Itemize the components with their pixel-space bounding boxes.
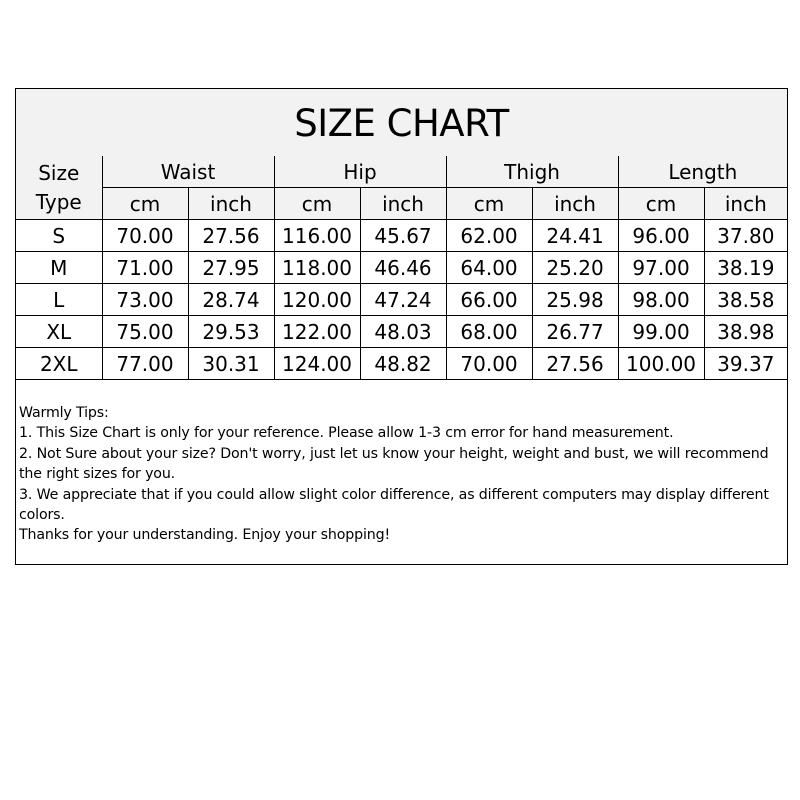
size-chart-sheet <box>15 88 788 565</box>
tip-item: 1. This Size Chart is only for your reference. Please allow 1-3 cm error for hand measurement. <box>19 425 674 442</box>
value-cell: 27.56 <box>188 220 274 252</box>
size-type-line1: Size <box>38 160 80 185</box>
value-cell: 24.41 <box>532 220 618 252</box>
tip-item: 3. We appreciate that if you could allow slight color difference, as different computers may display different colors. <box>19 486 769 524</box>
value-cell: 116.00 <box>274 220 360 252</box>
value-cell: 38.58 <box>704 284 787 316</box>
value-cell: 30.31 <box>188 348 274 380</box>
chart-title: SIZE CHART <box>16 89 787 157</box>
size-type-line2: Type <box>35 189 82 214</box>
table-row <box>16 252 787 284</box>
unit-header: cm <box>102 188 188 220</box>
value-cell: 38.98 <box>704 316 787 348</box>
value-cell: 25.20 <box>532 252 618 284</box>
tip-item: 2. Not Sure about your size? Don't worry, just let us know your height, weight and bust, we will recommend the right sizes for you. <box>19 445 769 483</box>
size-cell: M <box>16 252 102 284</box>
value-cell: 124.00 <box>274 348 360 380</box>
value-cell: 27.56 <box>532 348 618 380</box>
value-cell: 48.03 <box>360 316 446 348</box>
value-cell: 77.00 <box>102 348 188 380</box>
value-cell: 47.24 <box>360 284 446 316</box>
table-row <box>16 348 787 380</box>
size-cell: L <box>16 284 102 316</box>
value-cell: 28.74 <box>188 284 274 316</box>
value-cell: 118.00 <box>274 252 360 284</box>
value-cell: 120.00 <box>274 284 360 316</box>
table-row <box>16 220 787 252</box>
tips-heading: Warmly Tips: <box>19 405 109 421</box>
size-table <box>16 156 787 380</box>
size-cell: S <box>16 220 102 252</box>
value-cell: 48.82 <box>360 348 446 380</box>
value-cell: 45.67 <box>360 220 446 252</box>
group-header-thigh: Thigh <box>446 156 618 188</box>
unit-header: inch <box>360 188 446 220</box>
value-cell: 37.80 <box>704 220 787 252</box>
value-cell: 97.00 <box>618 252 704 284</box>
value-cell: 46.46 <box>360 252 446 284</box>
size-cell: XL <box>16 316 102 348</box>
value-cell: 98.00 <box>618 284 704 316</box>
header-row-groups <box>16 156 787 188</box>
unit-header: cm <box>446 188 532 220</box>
tips-section <box>19 403 784 546</box>
group-header-length: Length <box>618 156 787 188</box>
value-cell: 68.00 <box>446 316 532 348</box>
value-cell: 70.00 <box>102 220 188 252</box>
unit-header: cm <box>274 188 360 220</box>
value-cell: 39.37 <box>704 348 787 380</box>
size-cell: 2XL <box>16 348 102 380</box>
value-cell: 64.00 <box>446 252 532 284</box>
value-cell: 96.00 <box>618 220 704 252</box>
value-cell: 26.77 <box>532 316 618 348</box>
value-cell: 100.00 <box>618 348 704 380</box>
table-row <box>16 284 787 316</box>
value-cell: 71.00 <box>102 252 188 284</box>
value-cell: 38.19 <box>704 252 787 284</box>
value-cell: 73.00 <box>102 284 188 316</box>
unit-header: inch <box>704 188 787 220</box>
value-cell: 122.00 <box>274 316 360 348</box>
header-row-units <box>16 188 787 220</box>
group-header-waist: Waist <box>102 156 274 188</box>
group-header-hip: Hip <box>274 156 446 188</box>
table-row <box>16 316 787 348</box>
size-type-header <box>16 156 102 220</box>
unit-header: cm <box>618 188 704 220</box>
unit-header: inch <box>532 188 618 220</box>
value-cell: 25.98 <box>532 284 618 316</box>
value-cell: 75.00 <box>102 316 188 348</box>
value-cell: 66.00 <box>446 284 532 316</box>
value-cell: 62.00 <box>446 220 532 252</box>
value-cell: 70.00 <box>446 348 532 380</box>
unit-header: inch <box>188 188 274 220</box>
value-cell: 29.53 <box>188 316 274 348</box>
value-cell: 27.95 <box>188 252 274 284</box>
value-cell: 99.00 <box>618 316 704 348</box>
tips-closing: Thanks for your understanding. Enjoy your shopping! <box>19 527 390 544</box>
